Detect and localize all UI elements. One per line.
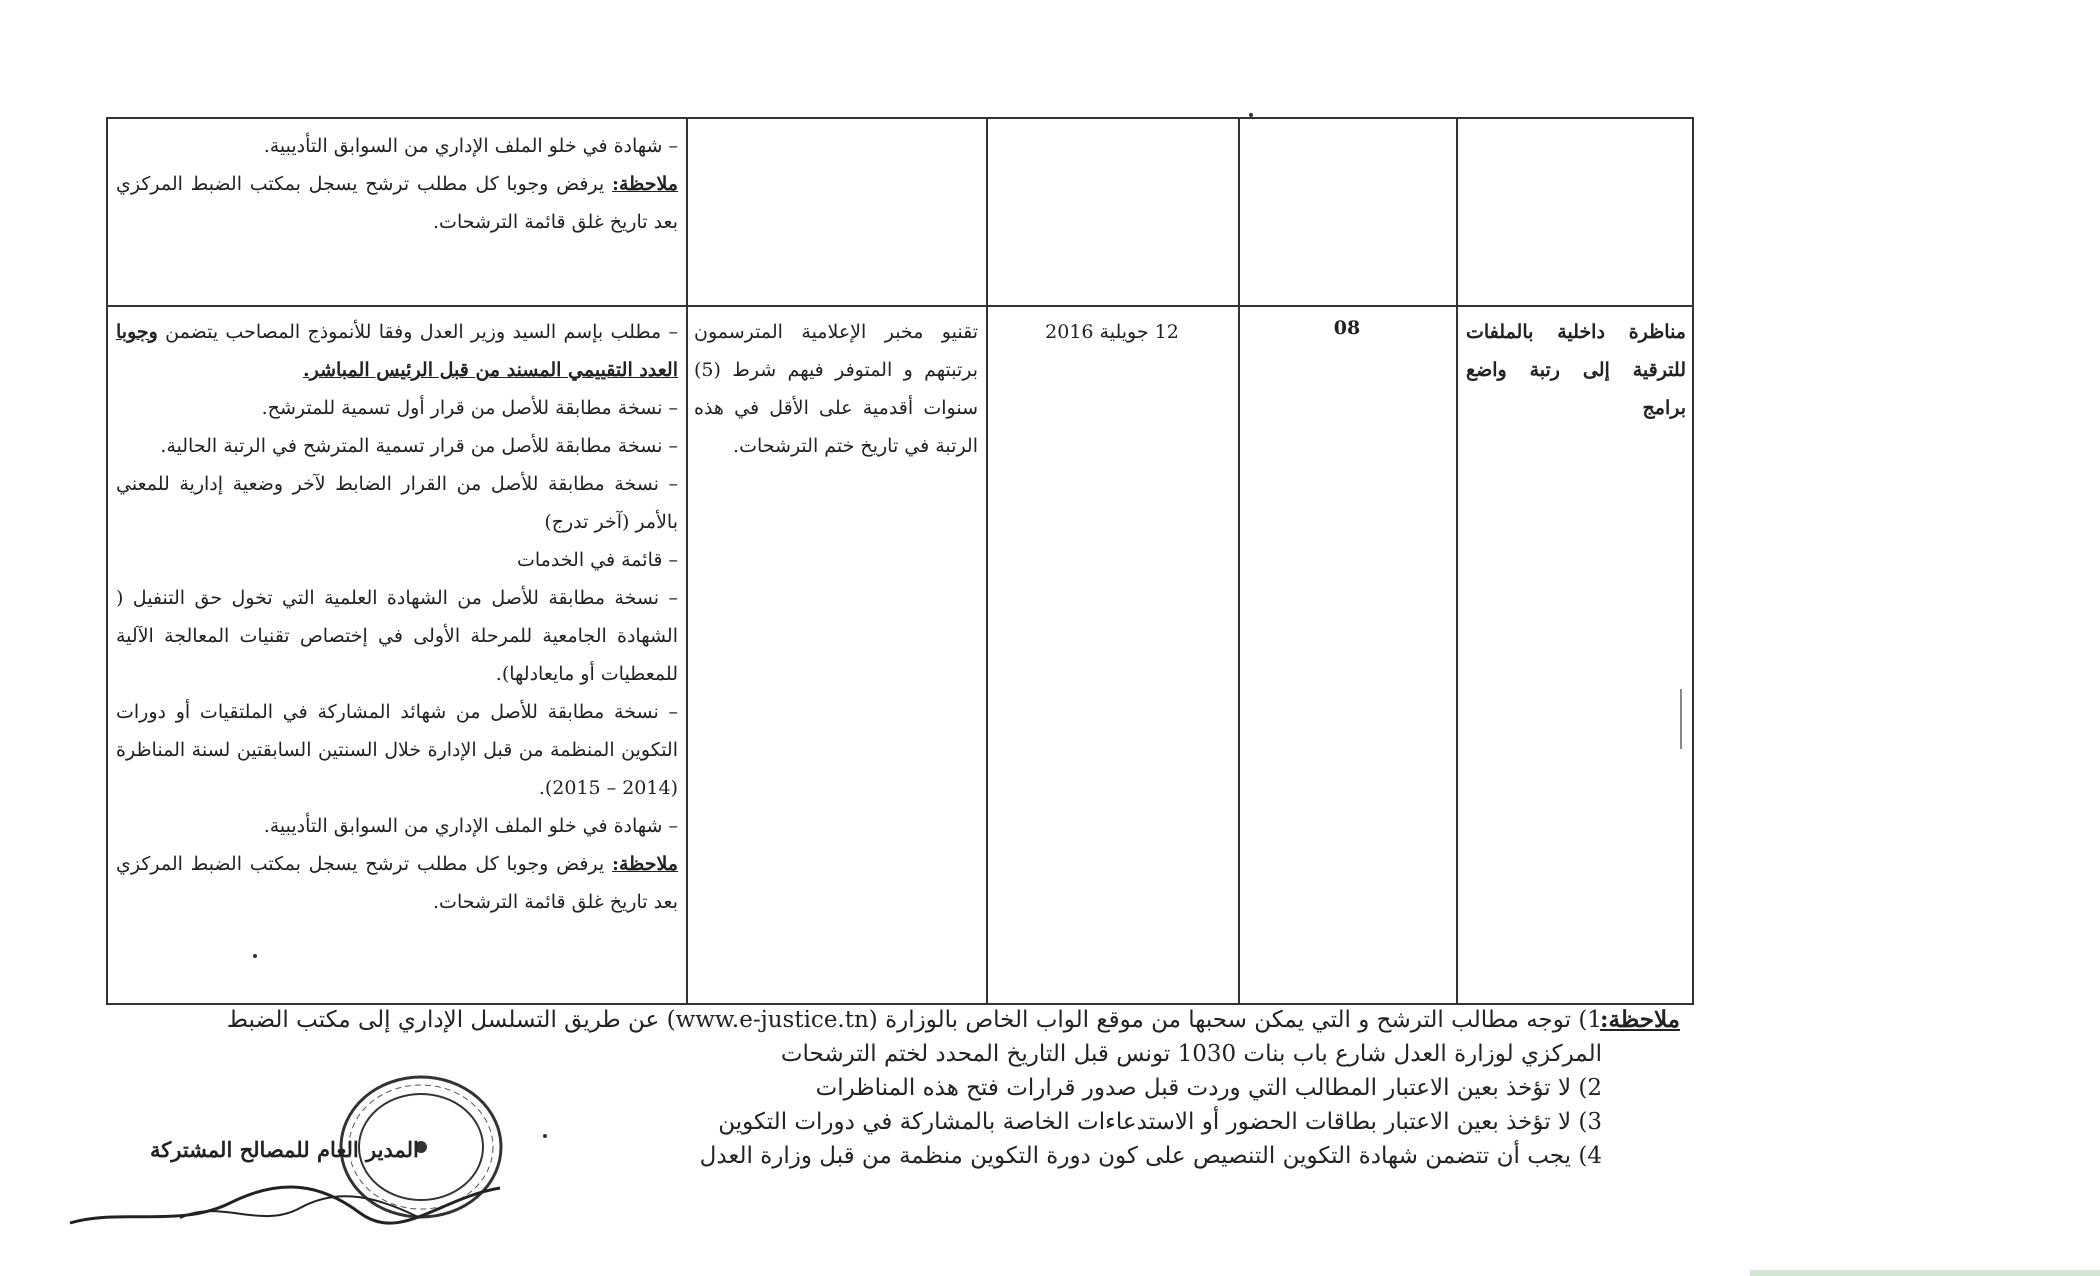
document-item: – شهادة في خلو الملف الإداري من السوابق التأديبية. [263, 135, 678, 157]
document-item: – نسخة مطابقة للأصل من الشهادة العلمية التي تخول حق التنفيل ( الشهادة الجامعية للمرحلة الأولى في إختصاص تقنيات المعالجة الآلية للمعطيات أو مايعادلها). [116, 587, 678, 685]
document-item: – قائمة في الخدمات [516, 549, 678, 571]
signature-icon [60, 1168, 510, 1238]
competition-name-cell: مناظرة داخلية بالملفات للترقية إلى رتبة واضع برامج [1466, 321, 1686, 419]
request-bold: وجوبا العدد التقييمي المسند من قبل الرئيس المباشر. [116, 321, 678, 381]
notes-label: ملاحظة: [1600, 1006, 1680, 1033]
scan-mark [1680, 689, 1682, 749]
note [116, 845, 678, 921]
note-label: ملاحظة: [611, 853, 678, 875]
note-text: يرفض وجوبا كل مطلب ترشح يسجل بمكتب الضبط المركزي بعد تاريخ غلق قائمة الترشحات. [116, 853, 678, 913]
positions-count-cell: 08 [1333, 317, 1361, 339]
scan-speck [543, 1134, 547, 1138]
request-start: – مطلب بإسم السيد وزير العدل وفقا للأنموذج المصاحب يتضمن [165, 321, 678, 343]
scan-speck [253, 954, 257, 958]
note-label: ملاحظة: [611, 173, 678, 195]
document-item: – نسخة مطابقة للأصل من قرار أول تسمية للمترشح. [261, 397, 678, 419]
row1-documents-cell [116, 127, 678, 241]
note-item: 1) توجه مطالب الترشح و التي يمكن سحبها من موقع الواب الخاص بالوزارة (www.e-justice.tn) عن طريق التسلسل الإداري إلى مكتب الضبط المركزي لوزارة العدل شارع باب بنات 1030 تونس قبل التاريخ المحدد لختم الترشحات [226, 1007, 1602, 1067]
signature-title: المدير العام للمصالح المشتركة [150, 1137, 419, 1162]
document-item: – نسخة مطابقة للأصل من قرار تسمية المترشح في الرتبة الحالية. [160, 435, 678, 457]
note-item: 2) لا تؤخذ بعين الاعتبار المطالب التي وردت قبل صدور قرارات فتح هذه المناظرات [815, 1075, 1602, 1101]
note-item: 4) يجب أن تتضمن شهادة التكوين التنصيص على كون دورة التكوين منظمة من قبل وزارة العدل [699, 1143, 1602, 1169]
competition-table [106, 117, 1694, 1005]
column-divider [986, 119, 988, 1003]
document-item: – نسخة مطابقة للأصل من شهائد المشاركة في الملتقيات أو دورات التكوين المنظمة من قبل الإدارة خلال السنتين السابقتين لسنة المناظرة (2014 – 2015). [116, 701, 678, 799]
document-item: – شهادة في خلو الملف الإداري من السوابق التأديبية. [263, 815, 678, 837]
scan-edge-mark [1750, 1270, 2100, 1276]
row2-documents-cell [116, 313, 678, 921]
conditions-cell: تقنيو مخبر الإعلامية المترسمون برتبتهم و المتوفر فيهم شرط (5) سنوات أقدمية على الأقل في هذه الرتبة في تاريخ ختم الترشحات. [694, 321, 978, 457]
document-item: – نسخة مطابقة للأصل من القرار الضابط لآخر وضعية إدارية للمعني بالأمر (آخر تدرج) [116, 473, 678, 533]
row-divider [108, 305, 1692, 307]
note [116, 165, 678, 241]
column-divider [686, 119, 688, 1003]
column-divider [1238, 119, 1240, 1003]
column-divider [1456, 119, 1458, 1003]
note-text: يرفض وجوبا كل مطلب ترشح يسجل بمكتب الضبط المركزي بعد تاريخ غلق قائمة الترشحات. [116, 173, 678, 233]
note-item: 3) لا تؤخذ بعين الاعتبار بطاقات الحضور أو الاستدعاءات الخاصة بالمشاركة في دورات التكوين [718, 1109, 1602, 1135]
request-item [116, 313, 678, 389]
competition-date-cell: 12 جويلية 2016 [1045, 321, 1179, 343]
